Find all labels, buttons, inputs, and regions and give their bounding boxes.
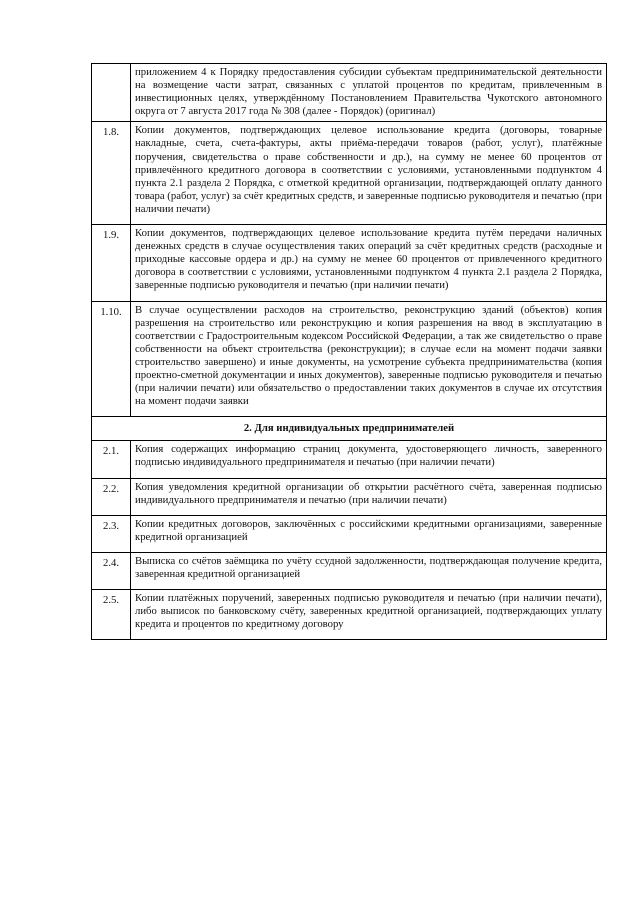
section-title: 2. Для индивидуальных предпринимателей <box>92 417 607 441</box>
row-number: 2.3. <box>92 515 131 552</box>
row-number <box>92 64 131 122</box>
table-row <box>92 122 607 225</box>
table-row <box>92 225 607 301</box>
table-row <box>92 552 607 589</box>
row-text: В случае осуществлении расходов на строительство, реконструкцию зданий (объектов) копия разрешения на строительство или реконструкцию и копия разрешения на ввод в эксплуатацию в соответствии с Градостроительным кодексом Российской Федерации, а так же свидетельство о праве собственности на объект строительства (реконструкции); в случае если на момент подачи заявки строительство завершено) и иные документы, на усмотрение субъекта предпринимательства (копия проектно-сметной документации и иных документов), заверенные подписью руководителя и печатью (при наличии печати) или обязательство о предоставлении таких документов в случае их отсутствия на момент подачи заявки <box>131 301 607 417</box>
table-row <box>92 478 607 515</box>
row-number: 2.2. <box>92 478 131 515</box>
row-text: Копии документов, подтверждающих целевое использование кредита (договоры, товарные накладные, счета, счета-фактуры, акты приёма-передачи товаров (работ, услуг), платёжные поручения, свидетельства о праве собственности и др.), на сумму не менее 60 процентов от привлечённого кредитного договора в соответствии с условиями, установленными подпунктом 4 пункта 2.1 раздела 2 Порядка, с отметкой кредитной организации, подтверждающей оплату данного товара (работ, услуг) за счёт кредитных средств, и заверенные подписью руководителя и печатью (при наличии печати) <box>131 122 607 225</box>
table-row <box>92 590 607 640</box>
row-number: 2.1. <box>92 441 131 478</box>
table-row <box>92 441 607 478</box>
row-number: 1.9. <box>92 225 131 301</box>
table-row <box>92 301 607 417</box>
row-text: Копия уведомления кредитной организации об открытии расчётного счёта, заверенная подписью индивидуального предпринимателя и печатью (при наличии печати) <box>131 478 607 515</box>
table-row <box>92 515 607 552</box>
row-number: 2.4. <box>92 552 131 589</box>
row-text: Выписка со счётов заёмщика по учёту ссудной задолженности, подтверждающая получение кредита, заверенная кредитной организацией <box>131 552 607 589</box>
table-row <box>92 64 607 122</box>
section-header-row <box>92 417 607 441</box>
row-number: 2.5. <box>92 590 131 640</box>
row-text: Копия содержащих информацию страниц документа, удостоверяющего личность, заверенного подписью индивидуального предпринимателя и печатью (при наличии печати) <box>131 441 607 478</box>
row-text: Копии кредитных договоров, заключённых с российскими кредитными организациями, заверенные кредитной организацией <box>131 515 607 552</box>
row-number: 1.8. <box>92 122 131 225</box>
row-number: 1.10. <box>92 301 131 417</box>
row-text: Копии документов, подтверждающих целевое использование кредита путём передачи наличных денежных средств в случае осуществления таких операций за счёт кредитных средств (расходные и приходные кассовые ордера и др.) на сумму не менее 60 процентов от привлеченного кредитного договора в соответствии с условиями, установленными подпунктом 4 пункта 2.1 раздела 2 Порядка, заверенные подписью руководителя и печатью (при наличии печати) <box>131 225 607 301</box>
row-text: Копии платёжных поручений, заверенных подписью руководителя и печатью (при наличии печати), либо выписок по банковскому счёту, заверенных кредитной организацией, подтверждающих уплату кредита и процентов по кредитному договору <box>131 590 607 640</box>
documents-table <box>91 63 607 640</box>
row-text: приложением 4 к Порядку предоставления субсидии субъектам предпринимательской деятельности на возмещение части затрат, связанных с уплатой процентов по кредитам, привлеченным в инвестиционных целях, утверждённому Постановлением Правительства Чукотского автономного округа от 7 августа 2017 года № 308 (далее - Порядок) (оригинал) <box>131 64 607 122</box>
